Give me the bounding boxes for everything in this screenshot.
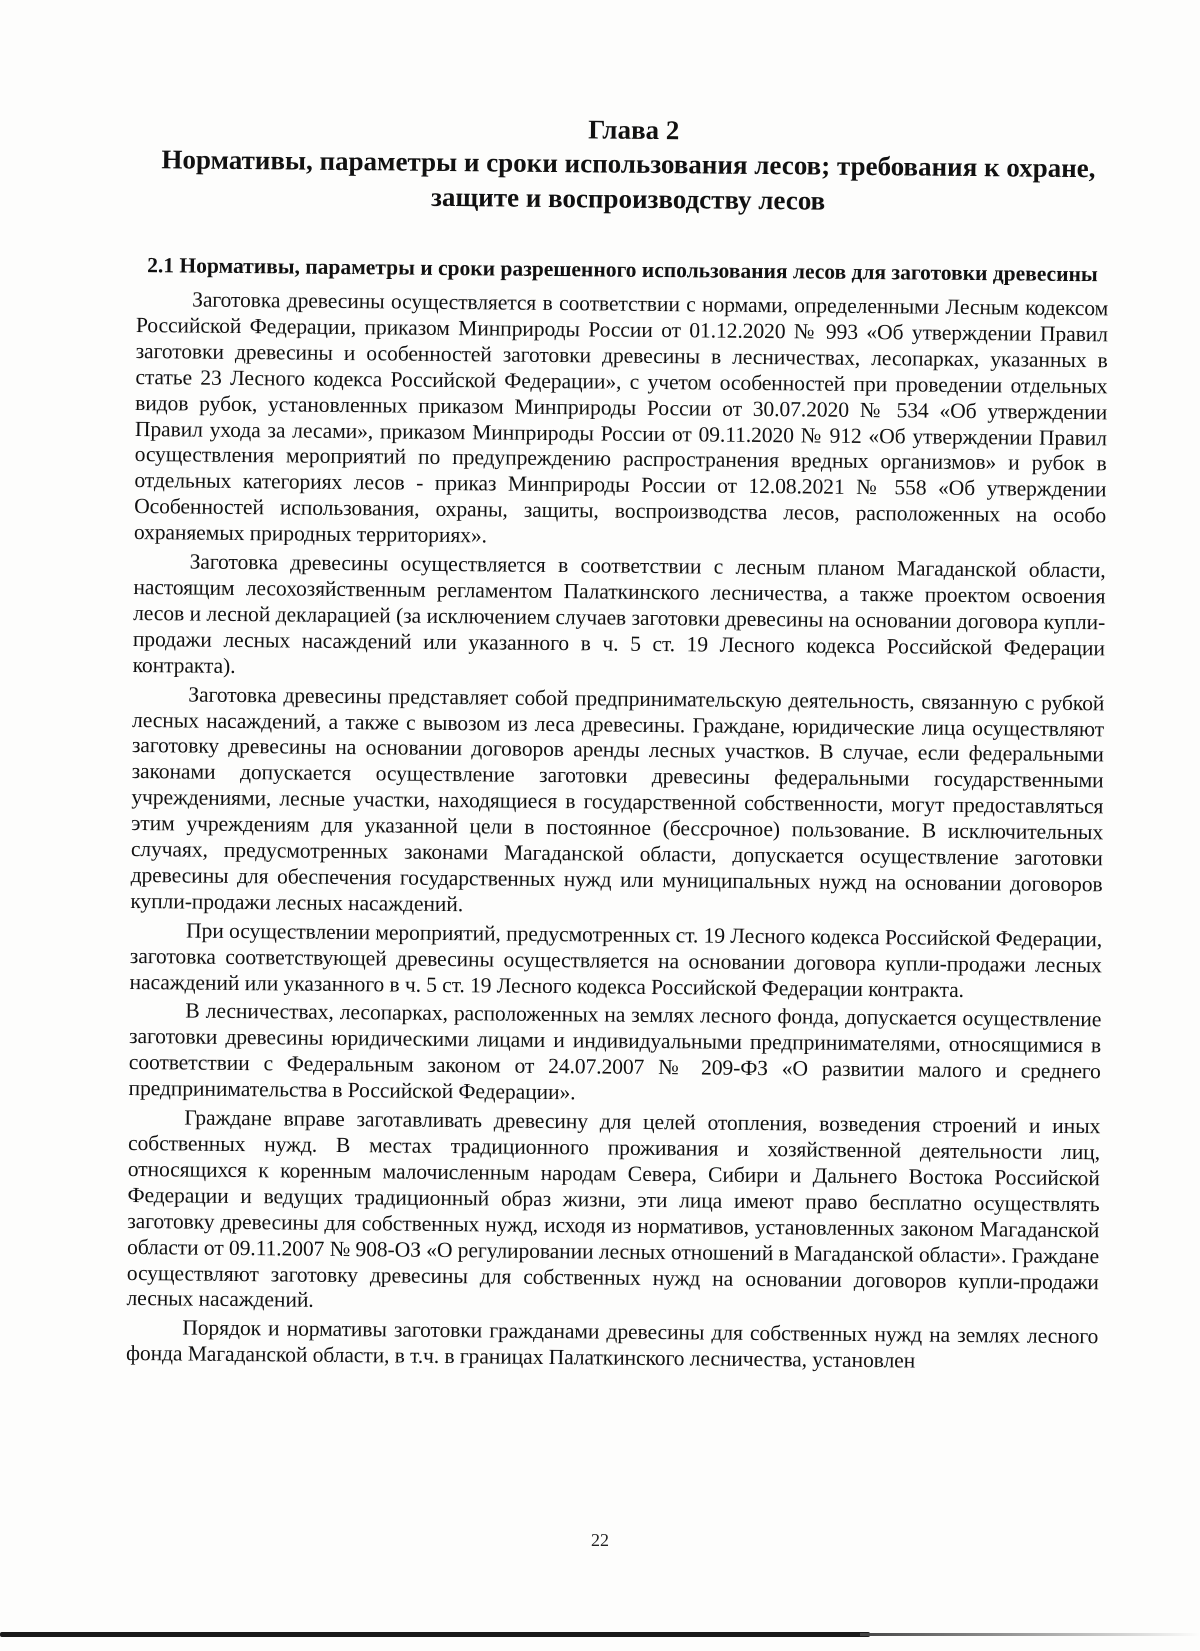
chapter-number: Глава 2 (588, 114, 680, 146)
paragraph-5: В лесничествах, лесопарках, расположенных на землях лесного фонда, допускается осуществление заготовки древесины юридическими лицами и индивидуальными предпринимателями, относящимися в соответствии с Федеральным законом от 24.07.2007 № 209-ФЗ «О развитии малого и среднего предпринимательства в Российской Федерации». (128, 998, 1102, 1105)
scan-edge-line (0, 1632, 870, 1637)
paragraph-7: Порядок и нормативы заготовки гражданами древесины для собственных нужд на землях лесного фонда Магаданской области, в т.ч. в границах Палаткинского лесничества, установлен (125, 1315, 1099, 1373)
paragraph-2: Заготовка древесины осуществляется в соответствии с лесным планом Магаданской области, настоящим лесохозяйственным регламентом Палаткинского лесничества, а также проектом освоения лесов и лесной декларацией (за исключением случаев заготовки древесины на основании договора купли-продажи лесных насаждений или указанного в ч. 5 ст. 19 Лесного кодекса Российской Федерации контракта). (132, 549, 1106, 678)
paragraph-6: Граждане вправе заготавливать древесину для целей отопления, возведения строений и иных собственных нужд. В местах традиционного проживания и хозяйственной деятельности лиц, относящихся к коренным малочисленным народам Севера, Сибири и Дальнего Востока Российской Федерации и ведущих традиционный образ жизни, эти лица имеют право бесплатно осуществлять заготовку древесины для собственных нужд, исходя из нормативов, установленных законом Магаданской области от 09.11.2007 № 908-ОЗ «О регулировании лесных отношений в Магаданской области». Граждане осуществляют заготовку древесины для собственных нужд на основании договоров купли-продажи лесных насаждений. (126, 1105, 1101, 1313)
chapter-title: Нормативы, параметры и сроки использования лесов; требования к охране, защите и воспроизводству лесов (161, 144, 1096, 216)
scan-edge-fade (860, 1633, 1200, 1636)
page-content (126, 108, 1110, 1379)
page-number: 22 (591, 1530, 609, 1550)
paragraph-1: Заготовка древесины осуществляется в соответствии с нормами, определенными Лесным кодексом Российской Федерации, приказом Минприроды России от 01.12.2020 № 993 «Об утверждении Правил заготовки древесины и особенностей заготовки древесины в лесничествах, лесопарках, указанных в статье 23 Лесного кодекса Российской Федерации», с учетом особенностей при проведении отдельных видов рубок, установленных приказом Минприроды России от 30.07.2020 № 534 «Об утверждении Правил ухода за лесами», приказом Минприроды России от 09.11.2020 № 912 «Об утверждении Правил осуществления мероприятий по предупреждению распространения вредных организмов» и рубок в отдельных категориях лесов - приказ Минприроды России от 12.08.2021 № 558 «Об утверждении Особенностей использования, охраны, защиты, воспроизводства лесов, расположенных на особо охраняемых природных территориях». (133, 287, 1109, 548)
section-title: 2.1 Нормативы, параметры и сроки разрешенного использования лесов для заготовки древесины (147, 253, 1098, 287)
paragraph-4: При осуществлении мероприятий, предусмотренных ст. 19 Лесного кодекса Российской Федерации, заготовка соответствующей древесины осуществляется на основании договора купли-продажи лесных насаждений или указанного в ч. 5 ст. 19 Лесного кодекса Российской Федерации контракта. (129, 918, 1103, 1002)
paragraph-3: Заготовка древесины представляет собой предпринимательскую деятельность, связанную с рубкой лесных насаждений, а также с вывозом из леса древесины. Граждане, юридические лица осуществляют заготовку древесины на основании договоров аренды лесных участков. В случае, если федеральными законами допускается осуществление заготовки древесины федеральными государственными учреждениями, лесные участки, находящиеся в государственной собственности, могут предоставляться этим учреждениям для указанной цели в постоянное (бессрочное) пользование. В исключительных случаях, предусмотренных законами Магаданской области, допускается осуществление заготовки древесины для обеспечения государственных нужд или муниципальных нужд на основании договоров купли-продажи лесных насаждений. (130, 682, 1105, 917)
